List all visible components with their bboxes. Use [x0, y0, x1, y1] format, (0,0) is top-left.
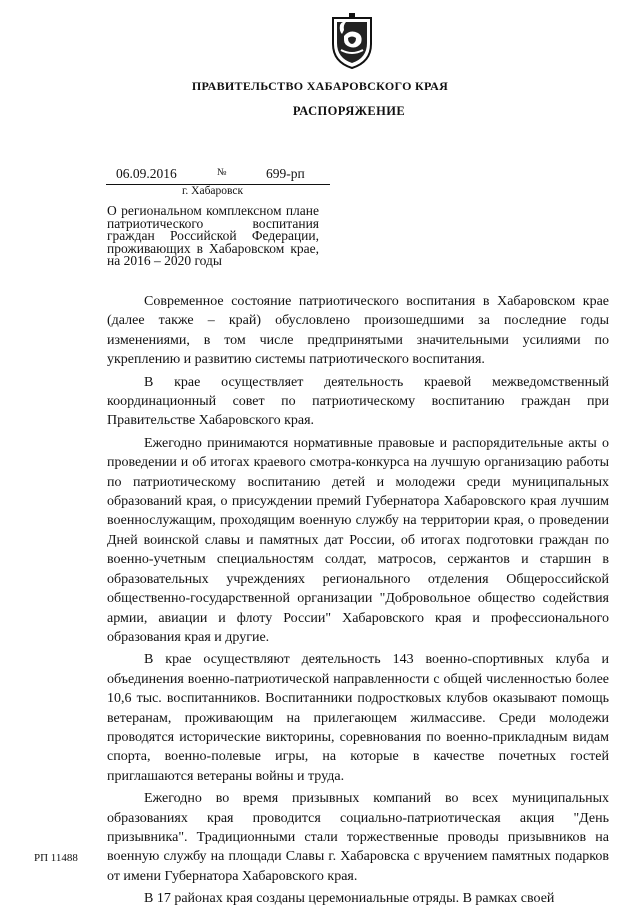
document-code: РП 11488: [34, 852, 78, 864]
document-type: РАСПОРЯЖЕНИЕ: [292, 104, 406, 118]
number-mark: №: [217, 167, 227, 178]
document-body: [107, 292, 609, 912]
document-date: 06.09.2016: [116, 166, 177, 181]
paragraph: Ежегодно принимаются нормативные правовые и распорядительные акты о проведении и об итогах краевого смотра-конкурса на лучшую организацию работы по патриотическому воспитанию детей и молодежи среди муниципальных образований края, о присуждении премий Губернатора Хабаровского края лучшим военнослужащим, проходящим военную службу на территории края, о проведении Дней воинской славы и памятных дат России, об итогах подготовки граждан по военно-учетным специальностям солдат, матросов, сержантов и старшин в образовательных учреждениях регионального отделения Общероссийской общественно-государственной организации "Добровольное общество содействия армии, авиации и флоту России" Хабаровского края и профессионального образования края и другие.: [107, 435, 609, 645]
paragraph: Ежегодно во время призывных компаний во всех муниципальных образованиях края проводится социально-патриотическая акция "День призывника". Традиционными стали торжественные проводы призывников на военную службу на площади Славы г. Хабаровска с вручением памятных подарков от имени Губернатора Хабаровского края.: [107, 791, 609, 884]
registration-line: [106, 166, 330, 185]
document-number: 699-рп: [266, 166, 305, 181]
paragraph: В 17 районах края созданы церемониальные отряды. В рамках своей: [144, 891, 555, 907]
paragraph: В крае осуществляют деятельность 143 военно-спортивных клуба и объединения военно-патриотической направленности с общей численностью более 10,6 тыс. воспитанников. Воспитанники подростковых клубов оказывают помощь ветеранам, проживающим на прилегающем жилмассиве. Среди молодежи проводятся исторические викторины, соревнования по военно-прикладным видам спорта, военно-полевые игры, на которые в качестве почетных гостей приглашаются ветераны войны и труда.: [107, 652, 609, 784]
coat-of-arms-icon: [330, 12, 374, 70]
organization-name: ПРАВИТЕЛЬСТВО ХАБАРОВСКОГО КРАЯ: [191, 79, 449, 93]
document-city: г. Хабаровск: [182, 185, 244, 197]
document-subject: О региональном комплексном плане патриотического воспитания граждан Российской Федерации, проживающих в Хабаровском крае, на 2016 – 2020 годы: [107, 203, 319, 269]
paragraph: В крае осуществляет деятельность краевой межведомственный координационный совет по патриотическому воспитанию граждан при Правительстве Хабаровского края.: [107, 374, 609, 429]
paragraph: Современное состояние патриотического воспитания в Хабаровском крае (далее также – край) обусловлено произошедшими за последние годы изменениями, в том числе предпринятыми значительными усилиями по укреплению и развитию системы патриотического воспитания.: [107, 294, 609, 368]
